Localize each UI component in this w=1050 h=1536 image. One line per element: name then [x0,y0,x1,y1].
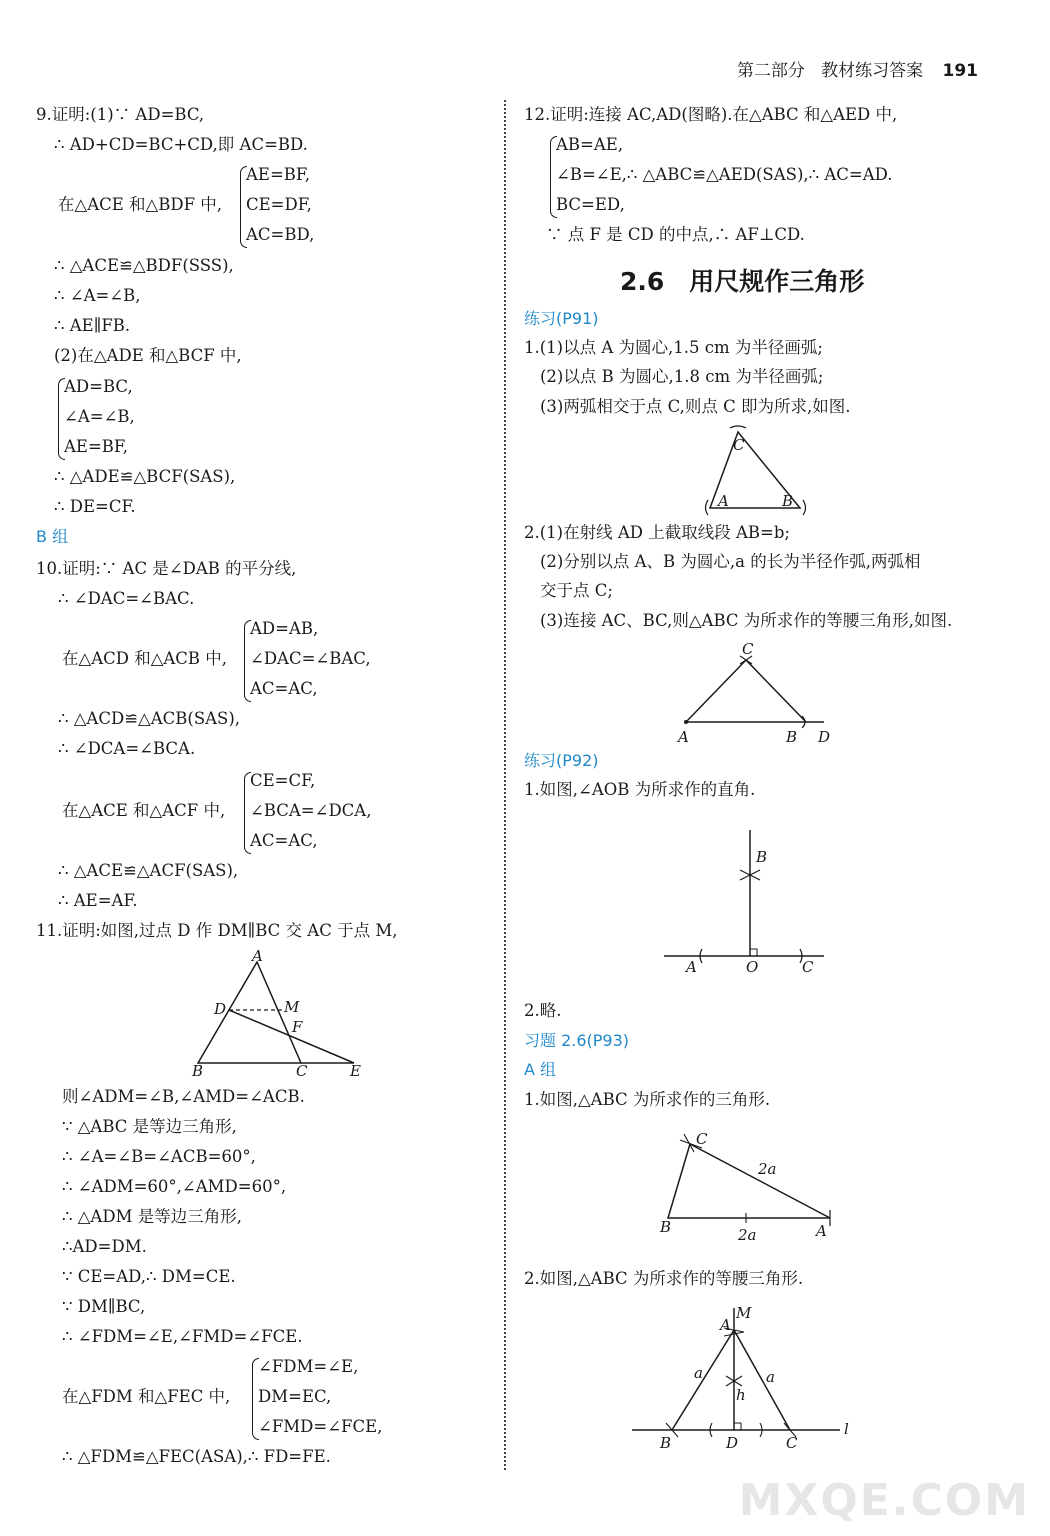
q91-1-line: 1.(1)以点 A 为圆心,1.5 cm 为半径画弧; [524,338,823,357]
exercise-p92-label: 练习(P92) [524,751,599,770]
page-number: 191 [942,61,978,81]
fig92-label-a: A [686,958,697,976]
p11-line: ∴ △FDM≌△FEC(ASA),∴ FD=FE. [62,1447,331,1466]
group-a-label: A 组 [524,1060,557,1079]
p12-line: AB=AE, [556,135,624,154]
fig91-1-label-a: A [718,492,729,510]
p10-line: ∴ △ACE≌△ACF(SAS), [58,861,239,880]
figa2-label-a: A [720,1316,731,1334]
q91-2-line: 交于点 C; [540,581,613,600]
p9-line: CE=DF, [246,195,312,214]
q91-2-line: (2)分别以点 A、B 为圆心,a 的长为半径作弧,两弧相 [540,552,921,571]
p10-line: AC=AC, [250,831,318,850]
p11-line: 则∠ADM=∠B,∠AMD=∠ACB. [62,1087,305,1106]
fig11-label-d: D [214,1000,227,1018]
p12-line: 12.证明:连接 AC,AD(图略).在△ABC 和△AED 中, [524,105,898,124]
figa1-label-2a-base: 2a [738,1226,757,1244]
figa2-label-a-left: a [694,1364,703,1382]
figa2-label-m: M [736,1304,752,1322]
p11-line: ∵ △ABC 是等边三角形, [62,1117,237,1136]
p11-line: ∴ ∠FDM=∠E,∠FMD=∠FCE. [62,1327,303,1346]
p9-line: ∴ DE=CF. [54,497,136,516]
q91-2-line: 2.(1)在射线 AD 上截取线段 AB=b; [524,523,790,542]
column-divider [504,100,506,1470]
fig11-label-c: C [296,1062,308,1080]
figa1-label-a: A [816,1222,827,1240]
homework-label: 习题 2.6(P93) [524,1031,630,1050]
figure-a2 [626,1304,866,1454]
figure-11 [180,947,380,1085]
p11-line: DM=EC, [258,1387,332,1406]
p9-line: AD=BC, [64,377,133,396]
p11-line: ∵ CE=AD,∴ DM=CE. [62,1267,236,1286]
figa2-label-l: l [844,1420,849,1438]
p9-line: 在△ACE 和△BDF 中, [58,195,223,214]
p10-line: CE=CF, [250,771,316,790]
p10-line: ∴ △ACD≌△ACB(SAS), [58,709,241,728]
figa2-label-h: h [736,1386,746,1404]
p9-line: AE=BF, [64,437,129,456]
p12-line: ∵ 点 F 是 CD 的中点,∴ AF⊥CD. [546,225,805,244]
section-title: 2.6 用尺规作三角形 [620,267,865,296]
fig92-label-b: B [756,848,768,866]
figa2-label-a-right: a [766,1368,775,1386]
p11-line: ∴ △ADM 是等边三角形, [62,1207,242,1226]
figa2-label-b: B [660,1434,672,1452]
figure-a1 [650,1124,840,1248]
fig11-label-m: M [284,998,300,1016]
p10-line: ∴ AE=AF. [58,891,138,910]
q91-1-line: (3)两弧相交于点 C,则点 C 即为所求,如图. [540,397,851,416]
p11-line: 11.证明:如图,过点 D 作 DM∥BC 交 AC 于点 M, [36,921,398,940]
p11-line: ∴AD=DM. [62,1237,147,1256]
figure-p92 [662,826,832,978]
p9-line: ∴ ∠A=∠B, [54,286,141,305]
p10-line: ∴ ∠DCA=∠BCA. [58,739,196,758]
fig91-2-label-b: B [786,728,798,746]
q92-1-line: 1.如图,∠AOB 为所求作的直角. [524,780,756,799]
p9-line: ∠A=∠B, [64,407,135,426]
figa1-label-2a-slant: 2a [758,1160,777,1178]
fig92-label-c: C [802,958,814,976]
figure-p91-1 [700,422,810,517]
p11-line: ∠FDM=∠E, [258,1357,359,1376]
p11-line: ∴ ∠ADM=60°,∠AMD=60°, [62,1177,287,1196]
p9-line: ∴ △ADE≌△BCF(SAS), [54,467,236,486]
p12-line: ∠B=∠E,∴ △ABC≌△AED(SAS),∴ AC=AD. [556,165,893,184]
fig11-label-e: E [350,1062,361,1080]
fig92-label-o: O [746,958,759,976]
p10-line: 10.证明:∵ AC 是∠DAB 的平分线, [36,559,297,578]
p11-line: 在△FDM 和△FEC 中, [62,1387,231,1406]
q91-2-line: (3)连接 AC、BC,则△ABC 为所求作的等腰三角形,如图. [540,611,953,630]
p10-line: ∴ ∠DAC=∠BAC. [58,589,195,608]
p10-line: 在△ACE 和△ACF 中, [62,801,226,820]
p9-line: (2)在△ADE 和△BCF 中, [54,346,242,365]
fig11-label-a: A [252,947,263,965]
p10-line: ∠DAC=∠BAC, [250,649,371,668]
fig91-2-label-d: D [818,728,831,746]
fig11-label-b: B [192,1062,204,1080]
q91-1-line: (2)以点 B 为圆心,1.8 cm 为半径画弧; [540,367,824,386]
header-book: 教材练习答案 [821,61,924,81]
p11-line: ∴ ∠A=∠B=∠ACB=60°, [62,1147,256,1166]
p10-line: AD=AB, [250,619,319,638]
p12-line: BC=ED, [556,195,625,214]
qa2-line: 2.如图,△ABC 为所求作的等腰三角形. [524,1269,804,1288]
p11-line: ∵ DM∥BC, [62,1297,146,1316]
q92-2-line: 2.略. [524,1001,562,1020]
fig91-1-label-c: C [733,436,745,454]
exercise-p91-label: 练习(P91) [524,309,599,328]
fig91-2-label-c: C [742,640,754,658]
p9-line: AC=BD, [246,225,315,244]
fig11-label-f: F [292,1018,303,1036]
watermark: MXQE.COM [738,1475,1030,1526]
p9-line: AE=BF, [246,165,311,184]
fig91-1-label-b: B [782,492,794,510]
header-part: 第二部分 [736,61,805,81]
figa1-label-b: B [660,1218,672,1236]
qa1-line: 1.如图,△ABC 为所求作的三角形. [524,1090,771,1109]
p10-line: 在△ACD 和△ACB 中, [62,649,228,668]
p9-line: 9.证明:(1)∵ AD=BC, [36,105,205,124]
page-header [737,56,978,81]
fig91-2-label-a: A [678,728,689,746]
figure-p91-2 [676,638,841,750]
group-b-label: B 组 [36,527,69,546]
p11-line: ∠FMD=∠FCE, [258,1417,383,1436]
p9-line: ∴ △ACE≌△BDF(SSS), [54,256,234,275]
figa2-label-c: C [786,1434,798,1452]
p10-line: AC=AC, [250,679,318,698]
p9-line: ∴ AE∥FB. [54,316,131,335]
figa2-label-d: D [726,1434,739,1452]
p9-line: ∴ AD+CD=BC+CD,即 AC=BD. [54,135,308,154]
figa1-label-c: C [696,1130,708,1148]
p10-line: ∠BCA=∠DCA, [250,801,372,820]
